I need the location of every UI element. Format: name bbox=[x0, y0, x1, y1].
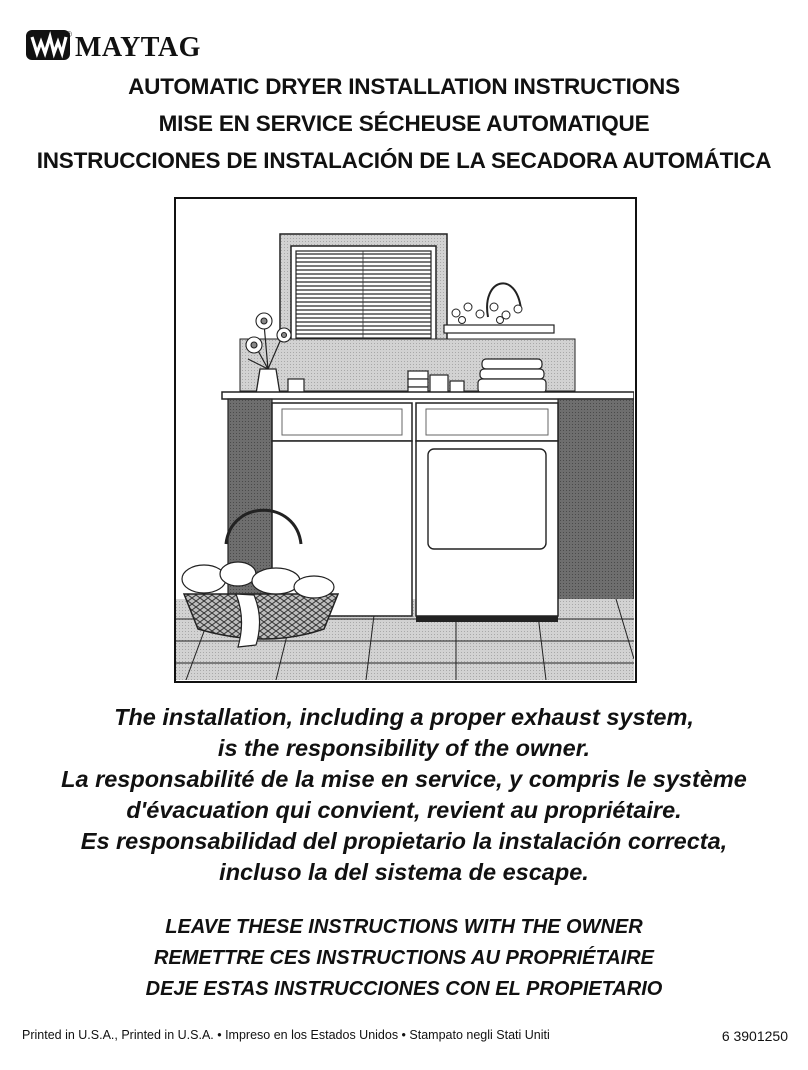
owner-responsibility-notice bbox=[0, 702, 808, 888]
maytag-logo bbox=[26, 26, 201, 62]
notice-spanish-line-1: Es responsabilidad del propietario la instalación correcta, bbox=[80, 828, 728, 854]
brand-name: MAYTAG bbox=[75, 32, 201, 63]
registered-mark: ® bbox=[66, 30, 72, 39]
printed-in-text: Printed in U.S.A., Printed in U.S.A. • Impreso en los Estados Unidos • Stampato negli Stati Uniti bbox=[22, 1028, 550, 1042]
notice-english-line-1: The installation, including a proper exhaust system, bbox=[114, 704, 694, 730]
title-french: MISE EN SERVICE SÉCHEUSE AUTOMATIQUE bbox=[158, 111, 650, 136]
notice-french-line-1: La responsabilité de la mise en service, y compris le système bbox=[61, 766, 747, 792]
leave-french: REMETTRE CES INSTRUCTIONS AU PROPRIÉTAIRE bbox=[153, 947, 655, 969]
leave-english: LEAVE THESE INSTRUCTIONS WITH THE OWNER bbox=[165, 916, 643, 938]
title-block bbox=[0, 68, 808, 179]
laundry-room-illustration bbox=[174, 197, 637, 683]
part-number: 6 3901250 bbox=[721, 1028, 788, 1044]
laundry-room-illustration-art bbox=[176, 199, 634, 680]
leave-spanish: DEJE ESTAS INSTRUCCIONES CON EL PROPIETARIO bbox=[145, 978, 663, 1000]
leave-instructions-block bbox=[0, 912, 808, 1005]
notice-spanish-line-2: incluso la del sistema de escape. bbox=[219, 859, 589, 885]
title-english: AUTOMATIC DRYER INSTALLATION INSTRUCTIONS bbox=[128, 74, 680, 99]
footer bbox=[22, 1028, 788, 1044]
notice-french-line-2: d'évacuation qui convient, revient au propriétaire. bbox=[126, 797, 682, 823]
notice-english-line-2: is the responsibility of the owner. bbox=[217, 735, 591, 761]
title-spanish: INSTRUCCIONES DE INSTALACIÓN DE LA SECADORA AUTOMÁTICA bbox=[36, 148, 772, 173]
